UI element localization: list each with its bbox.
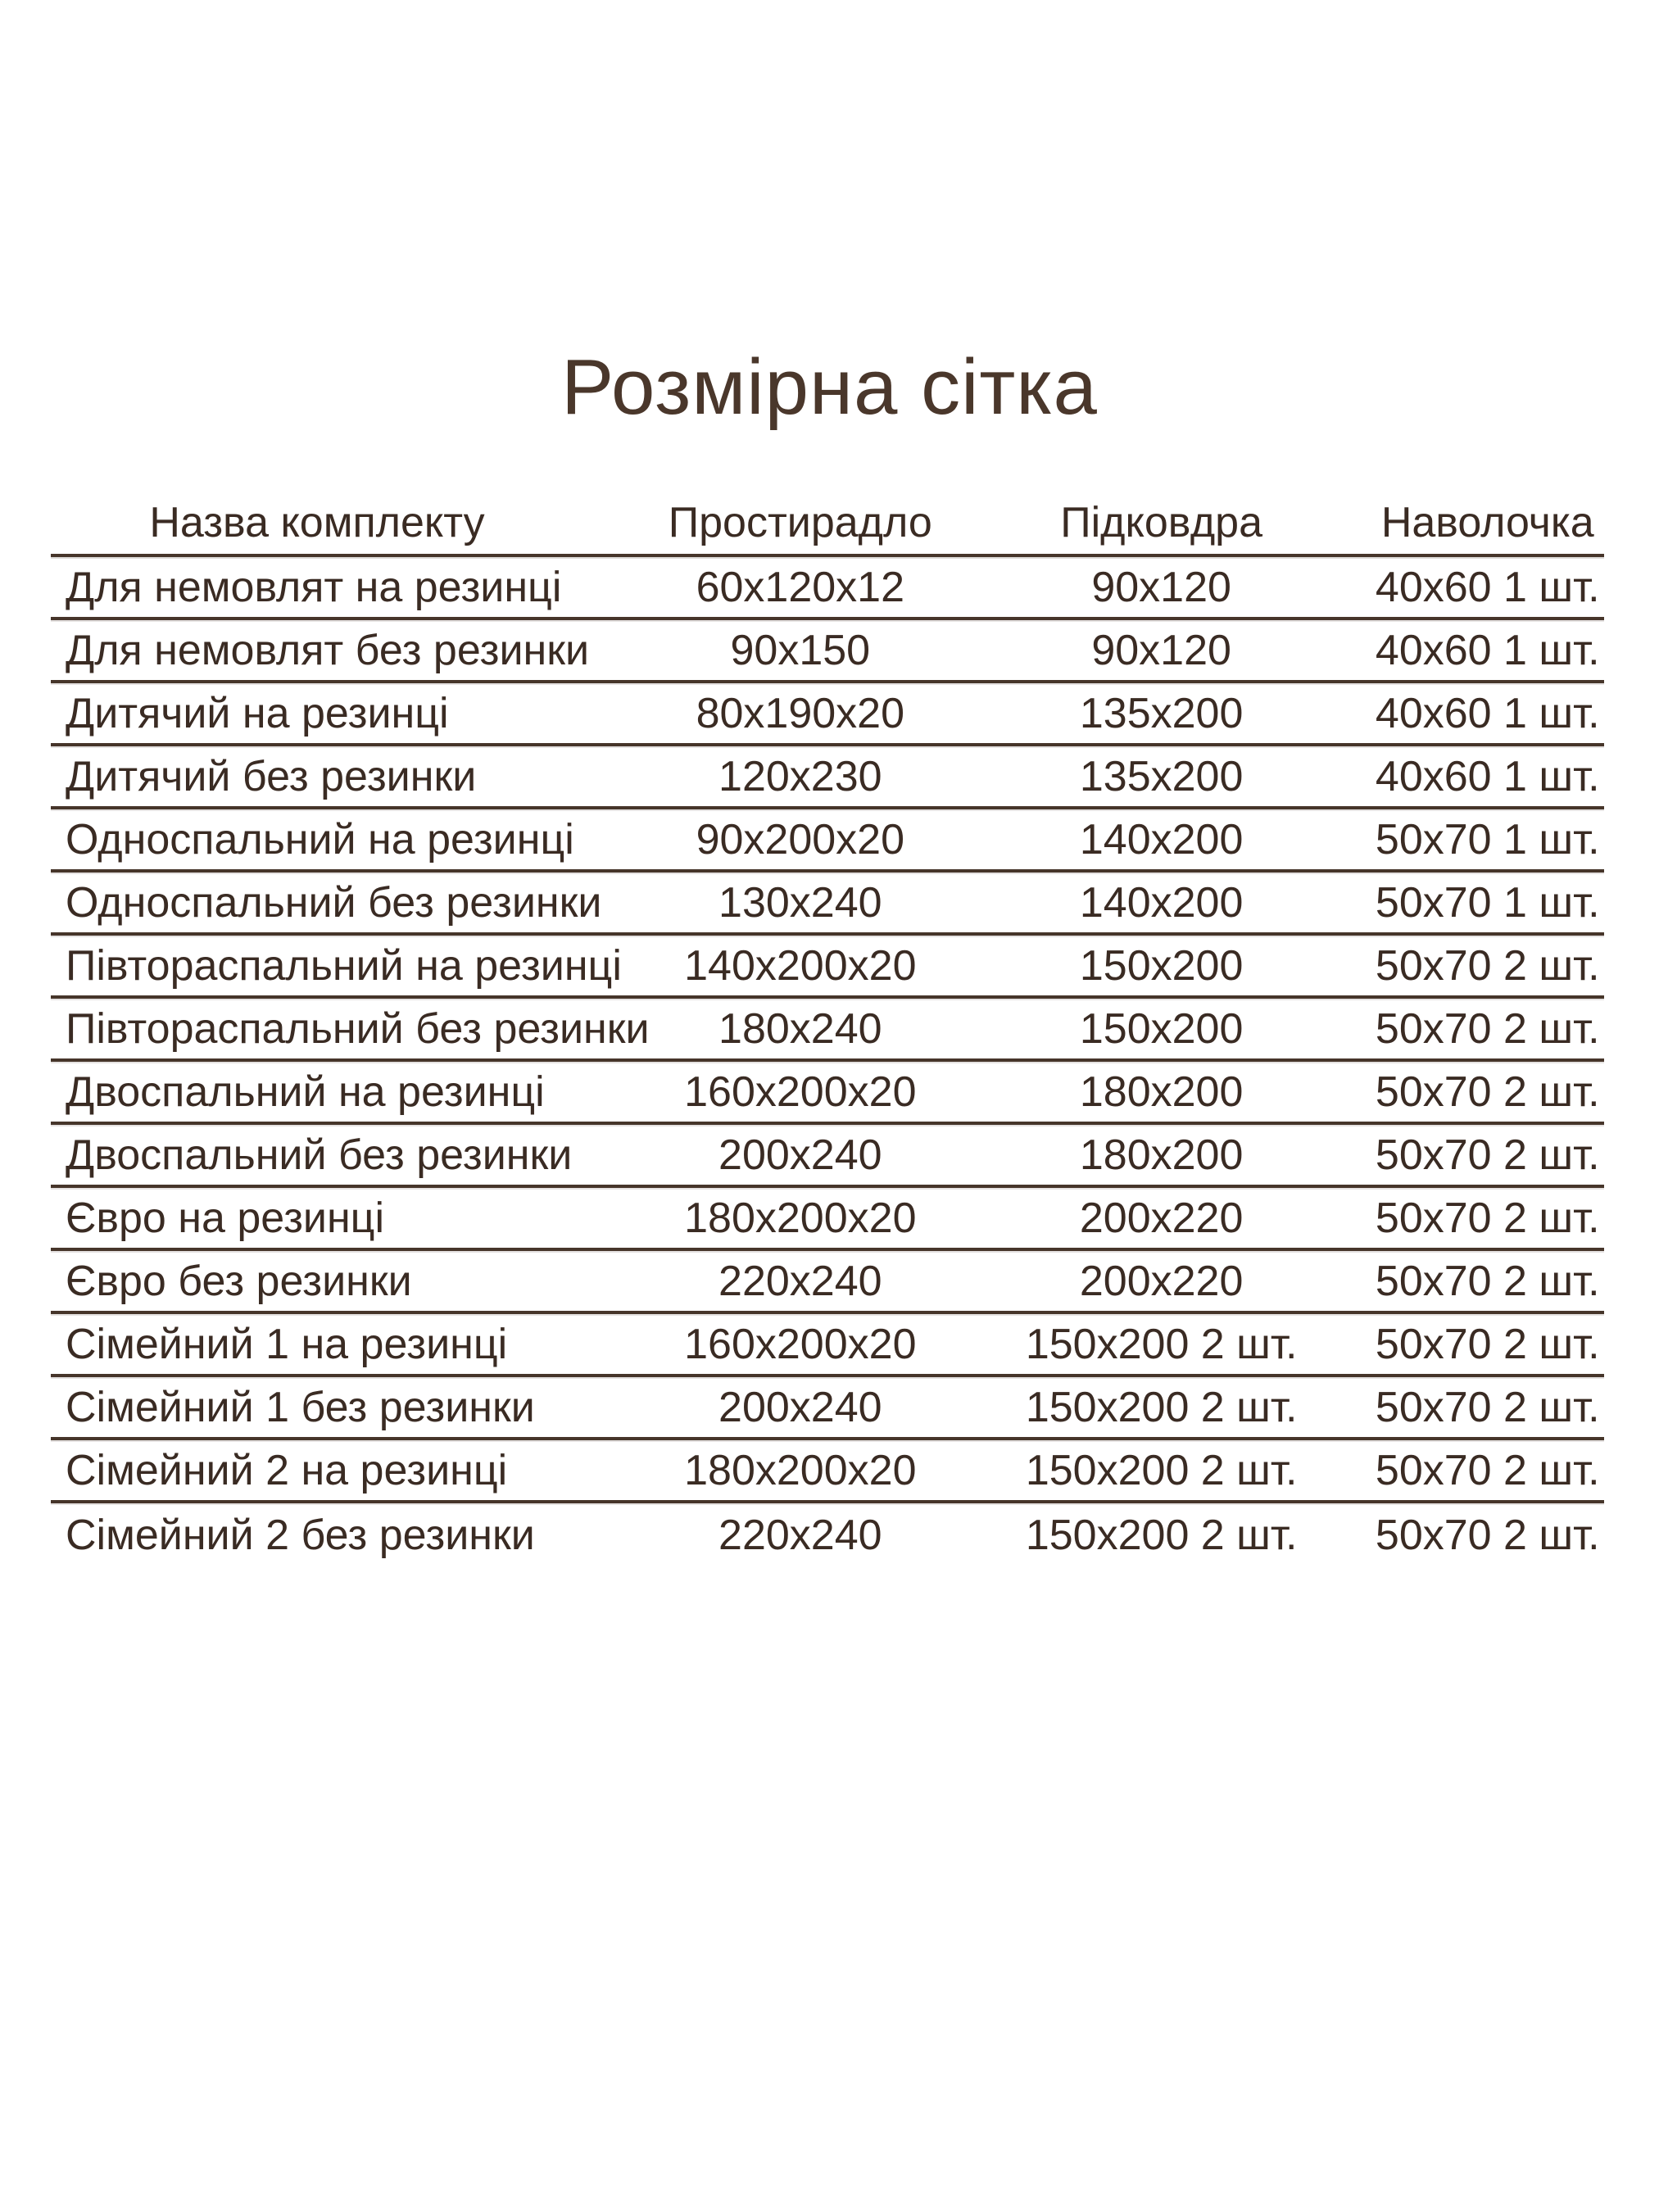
cell-set-name: Євро на резинці xyxy=(66,1194,385,1242)
cell-sheet-size: 60х120х12 xyxy=(696,563,905,611)
cell-set-name: Для немовлят на резинці xyxy=(66,563,562,611)
cell-duvet-size: 150х200 2 шт. xyxy=(1025,1511,1298,1559)
cell-pillowcase-size: 50х70 2 шт. xyxy=(1375,1067,1600,1116)
cell-duvet-size: 150х200 xyxy=(1079,1004,1244,1053)
cell-set-name: Сімейний 1 без резинки xyxy=(66,1383,535,1431)
cell-duvet-size: 90х120 xyxy=(1091,626,1231,674)
cell-pillowcase-size: 50х70 1 шт. xyxy=(1375,815,1600,863)
cell-set-name: Євро без резинки xyxy=(66,1257,412,1305)
cell-sheet-size: 160х200х20 xyxy=(684,1067,917,1116)
cell-pillowcase-size: 50х70 2 шт. xyxy=(1375,1383,1600,1431)
column-header-sheet: Простирадло xyxy=(668,499,932,546)
cell-sheet-size: 180х200х20 xyxy=(684,1446,917,1494)
cell-set-name: Дитячий без резинки xyxy=(66,752,477,800)
cell-pillowcase-size: 50х70 2 шт. xyxy=(1375,1194,1600,1242)
cell-sheet-size: 180х240 xyxy=(718,1004,882,1053)
table-row xyxy=(51,809,1604,873)
cell-pillowcase-size: 40х60 1 шт. xyxy=(1375,626,1600,674)
cell-duvet-size: 150х200 2 шт. xyxy=(1025,1446,1298,1494)
table-row xyxy=(51,620,1604,683)
cell-pillowcase-size: 50х70 2 шт. xyxy=(1375,1446,1600,1494)
table-row xyxy=(51,1188,1604,1251)
cell-sheet-size: 200х240 xyxy=(718,1383,882,1431)
cell-sheet-size: 80х190х20 xyxy=(696,689,905,737)
cell-pillowcase-size: 50х70 2 шт. xyxy=(1375,941,1600,990)
cell-sheet-size: 160х200х20 xyxy=(684,1320,917,1368)
cell-sheet-size: 90х150 xyxy=(730,626,871,674)
cell-pillowcase-size: 40х60 1 шт. xyxy=(1375,689,1600,737)
table-row xyxy=(51,1377,1604,1440)
column-header-set-name: Назва комплекту xyxy=(149,499,485,546)
table-row xyxy=(51,1503,1604,1566)
table-row xyxy=(51,1440,1604,1503)
cell-duvet-size: 180х200 xyxy=(1079,1131,1244,1179)
cell-set-name: Сімейний 2 на резинці xyxy=(66,1446,508,1494)
table-row xyxy=(51,873,1604,936)
cell-sheet-size: 130х240 xyxy=(718,878,882,927)
table-header-row xyxy=(51,492,1604,557)
page-title: Розмірна сітка xyxy=(561,343,1098,431)
table-row xyxy=(51,683,1604,746)
cell-pillowcase-size: 50х70 2 шт. xyxy=(1375,1320,1600,1368)
cell-duvet-size: 135х200 xyxy=(1079,752,1244,800)
cell-sheet-size: 140х200х20 xyxy=(684,941,917,990)
table-row xyxy=(51,1314,1604,1377)
cell-set-name: Двоспальний без резинки xyxy=(66,1131,573,1179)
cell-pillowcase-size: 50х70 1 шт. xyxy=(1375,878,1600,927)
cell-duvet-size: 150х200 2 шт. xyxy=(1025,1320,1298,1368)
table-row xyxy=(51,1062,1604,1125)
table-row xyxy=(51,1125,1604,1188)
table-row xyxy=(51,999,1604,1062)
cell-set-name: Односпальний на резинці xyxy=(66,815,574,863)
cell-set-name: Односпальний без резинки xyxy=(66,878,602,927)
table-row xyxy=(51,1251,1604,1314)
cell-pillowcase-size: 50х70 2 шт. xyxy=(1375,1131,1600,1179)
cell-sheet-size: 220х240 xyxy=(718,1511,882,1559)
column-header-pillowcase: Наволочка xyxy=(1380,499,1594,546)
cell-pillowcase-size: 50х70 2 шт. xyxy=(1375,1004,1600,1053)
cell-duvet-size: 200х220 xyxy=(1079,1257,1244,1305)
cell-pillowcase-size: 50х70 2 шт. xyxy=(1375,1257,1600,1305)
cell-pillowcase-size: 40х60 1 шт. xyxy=(1375,563,1600,611)
cell-sheet-size: 220х240 xyxy=(718,1257,882,1305)
cell-set-name: Сімейний 1 на резинці xyxy=(66,1320,508,1368)
cell-sheet-size: 90х200х20 xyxy=(696,815,905,863)
cell-set-name: Для немовлят без резинки xyxy=(66,626,590,674)
size-table xyxy=(51,492,1604,1566)
cell-set-name: Сімейний 2 без резинки xyxy=(66,1511,535,1559)
cell-sheet-size: 120х230 xyxy=(718,752,882,800)
cell-duvet-size: 140х200 xyxy=(1079,815,1244,863)
cell-set-name: Двоспальний на резинці xyxy=(66,1067,545,1116)
cell-duvet-size: 180х200 xyxy=(1079,1067,1244,1116)
cell-duvet-size: 150х200 xyxy=(1079,941,1244,990)
cell-pillowcase-size: 40х60 1 шт. xyxy=(1375,752,1600,800)
cell-set-name: Півтораспальний на резинці xyxy=(66,941,622,990)
cell-duvet-size: 140х200 xyxy=(1079,878,1244,927)
cell-duvet-size: 200х220 xyxy=(1079,1194,1244,1242)
cell-sheet-size: 180х200х20 xyxy=(684,1194,917,1242)
table-row xyxy=(51,936,1604,999)
cell-duvet-size: 150х200 2 шт. xyxy=(1025,1383,1298,1431)
table-row xyxy=(51,557,1604,620)
cell-sheet-size: 200х240 xyxy=(718,1131,882,1179)
cell-set-name: Півтораспальний без резинки xyxy=(66,1004,650,1053)
cell-duvet-size: 135х200 xyxy=(1079,689,1244,737)
cell-duvet-size: 90х120 xyxy=(1091,563,1231,611)
table-row xyxy=(51,746,1604,809)
table-body xyxy=(51,557,1604,1566)
cell-pillowcase-size: 50х70 2 шт. xyxy=(1375,1511,1600,1559)
cell-set-name: Дитячий на резинці xyxy=(66,689,449,737)
column-header-duvet-cover: Підковдра xyxy=(1060,499,1262,546)
